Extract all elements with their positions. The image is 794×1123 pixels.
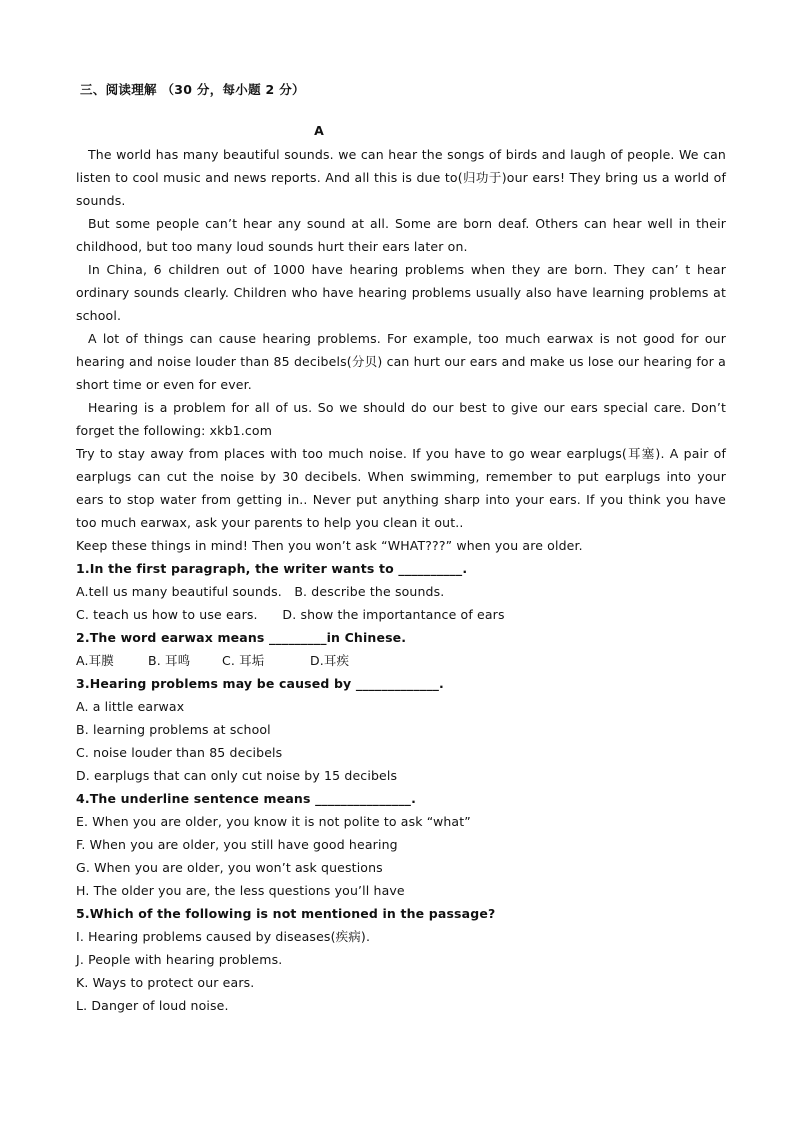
question-4-stem: 4.The underline sentence means _______________. (76, 791, 416, 806)
question-4-option-h: H. The older you are, the less questions you’ll have (76, 883, 405, 898)
question-2-options (76, 649, 726, 672)
question-4-option-e: E. When you are older, you know it is not polite to ask “what” (76, 814, 471, 829)
paragraph-7: Keep these things in mind! Then you won’t ask “WHAT???” when you are older. (76, 538, 583, 553)
question-3-option-c: C. noise louder than 85 decibels (76, 745, 283, 760)
paragraph-5: Hearing is a problem for all of us. So we should do our best to give our ears special care. Don’t forget the following: xkb1.com (76, 400, 726, 438)
question-4-option-f: F. When you are older, you still have good hearing (76, 837, 398, 852)
question-3-option-d: D. earplugs that can only cut noise by 15 decibels (76, 768, 398, 783)
question-2-option-d: D.耳疾 (310, 653, 350, 668)
question-3-option-a: A. a little earwax (76, 699, 185, 714)
reading-passage (76, 143, 726, 557)
question-list (76, 557, 726, 1017)
paragraph-2: But some people can’t hear any sound at all. Some are born deaf. Others can hear well in their childhood, but too many loud sounds hurt their ears later on. (76, 216, 726, 254)
paragraph-4: A lot of things can cause hearing problems. For example, too much earwax is not good for our hearing and noise louder than 85 decibels(分贝) can hurt our ears and make us lose our hearing for a short time or even for ever. (76, 331, 726, 392)
question-5-option-k: K. Ways to protect our ears. (76, 975, 255, 990)
question-3-stem: 3.Hearing problems may be caused by _____________. (76, 676, 444, 691)
question-1-options-row-1 (76, 580, 726, 603)
paragraph-3: In China, 6 children out of 1000 have hearing problems when they are born. They can’ t hear ordinary sounds clearly. Children who have hearing problems usually also have learning problems at school. (76, 262, 726, 323)
question-2-option-a: A.耳膜 (76, 653, 114, 668)
question-1-option-a: A.tell us many beautiful sounds. (76, 584, 282, 599)
question-5-option-l: L. Danger of loud noise. (76, 998, 229, 1013)
question-1-option-b: B. describe the sounds. (294, 584, 445, 599)
question-1-stem: 1.In the first paragraph, the writer wants to __________. (76, 561, 468, 576)
question-2-stem: 2.The word earwax means _________in Chinese. (76, 630, 407, 645)
question-5-option-i: I. Hearing problems caused by diseases(疾病). (76, 929, 371, 944)
question-1-option-c: C. teach us how to use ears. (76, 607, 258, 622)
question-4-option-g: G. When you are older, you won’t ask questions (76, 860, 383, 875)
question-1-option-d: D. show the importantance of ears (282, 607, 505, 622)
question-2-option-b: B. 耳鸣 (148, 653, 191, 668)
passage-label: A (314, 123, 324, 138)
question-5-stem: 5.Which of the following is not mentioned in the passage? (76, 906, 496, 921)
question-2-option-c: C. 耳垢 (222, 653, 265, 668)
question-3-option-b: B. learning problems at school (76, 722, 271, 737)
section-title: 三、阅读理解 （30 分，每小题 2 分） (80, 82, 305, 97)
paragraph-1: The world has many beautiful sounds. we can hear the songs of birds and laugh of people. We can listen to cool music and news reports. And all this is due to(归功于)our ears! They bring us a world of sounds. (76, 147, 726, 208)
question-1-options-row-2 (76, 603, 726, 626)
paragraph-6: Try to stay away from places with too much noise. If you have to go wear earplugs(耳塞). A pair of earplugs can cut the noise by 30 decibels. When swimming, remember to put earplugs into your ears to stop water from getting in.. Never put anything sharp into your ears. If you think you have too much earwax, ask your parents to help you clean it out.. (76, 446, 726, 530)
question-5-option-j: J. People with hearing problems. (76, 952, 283, 967)
